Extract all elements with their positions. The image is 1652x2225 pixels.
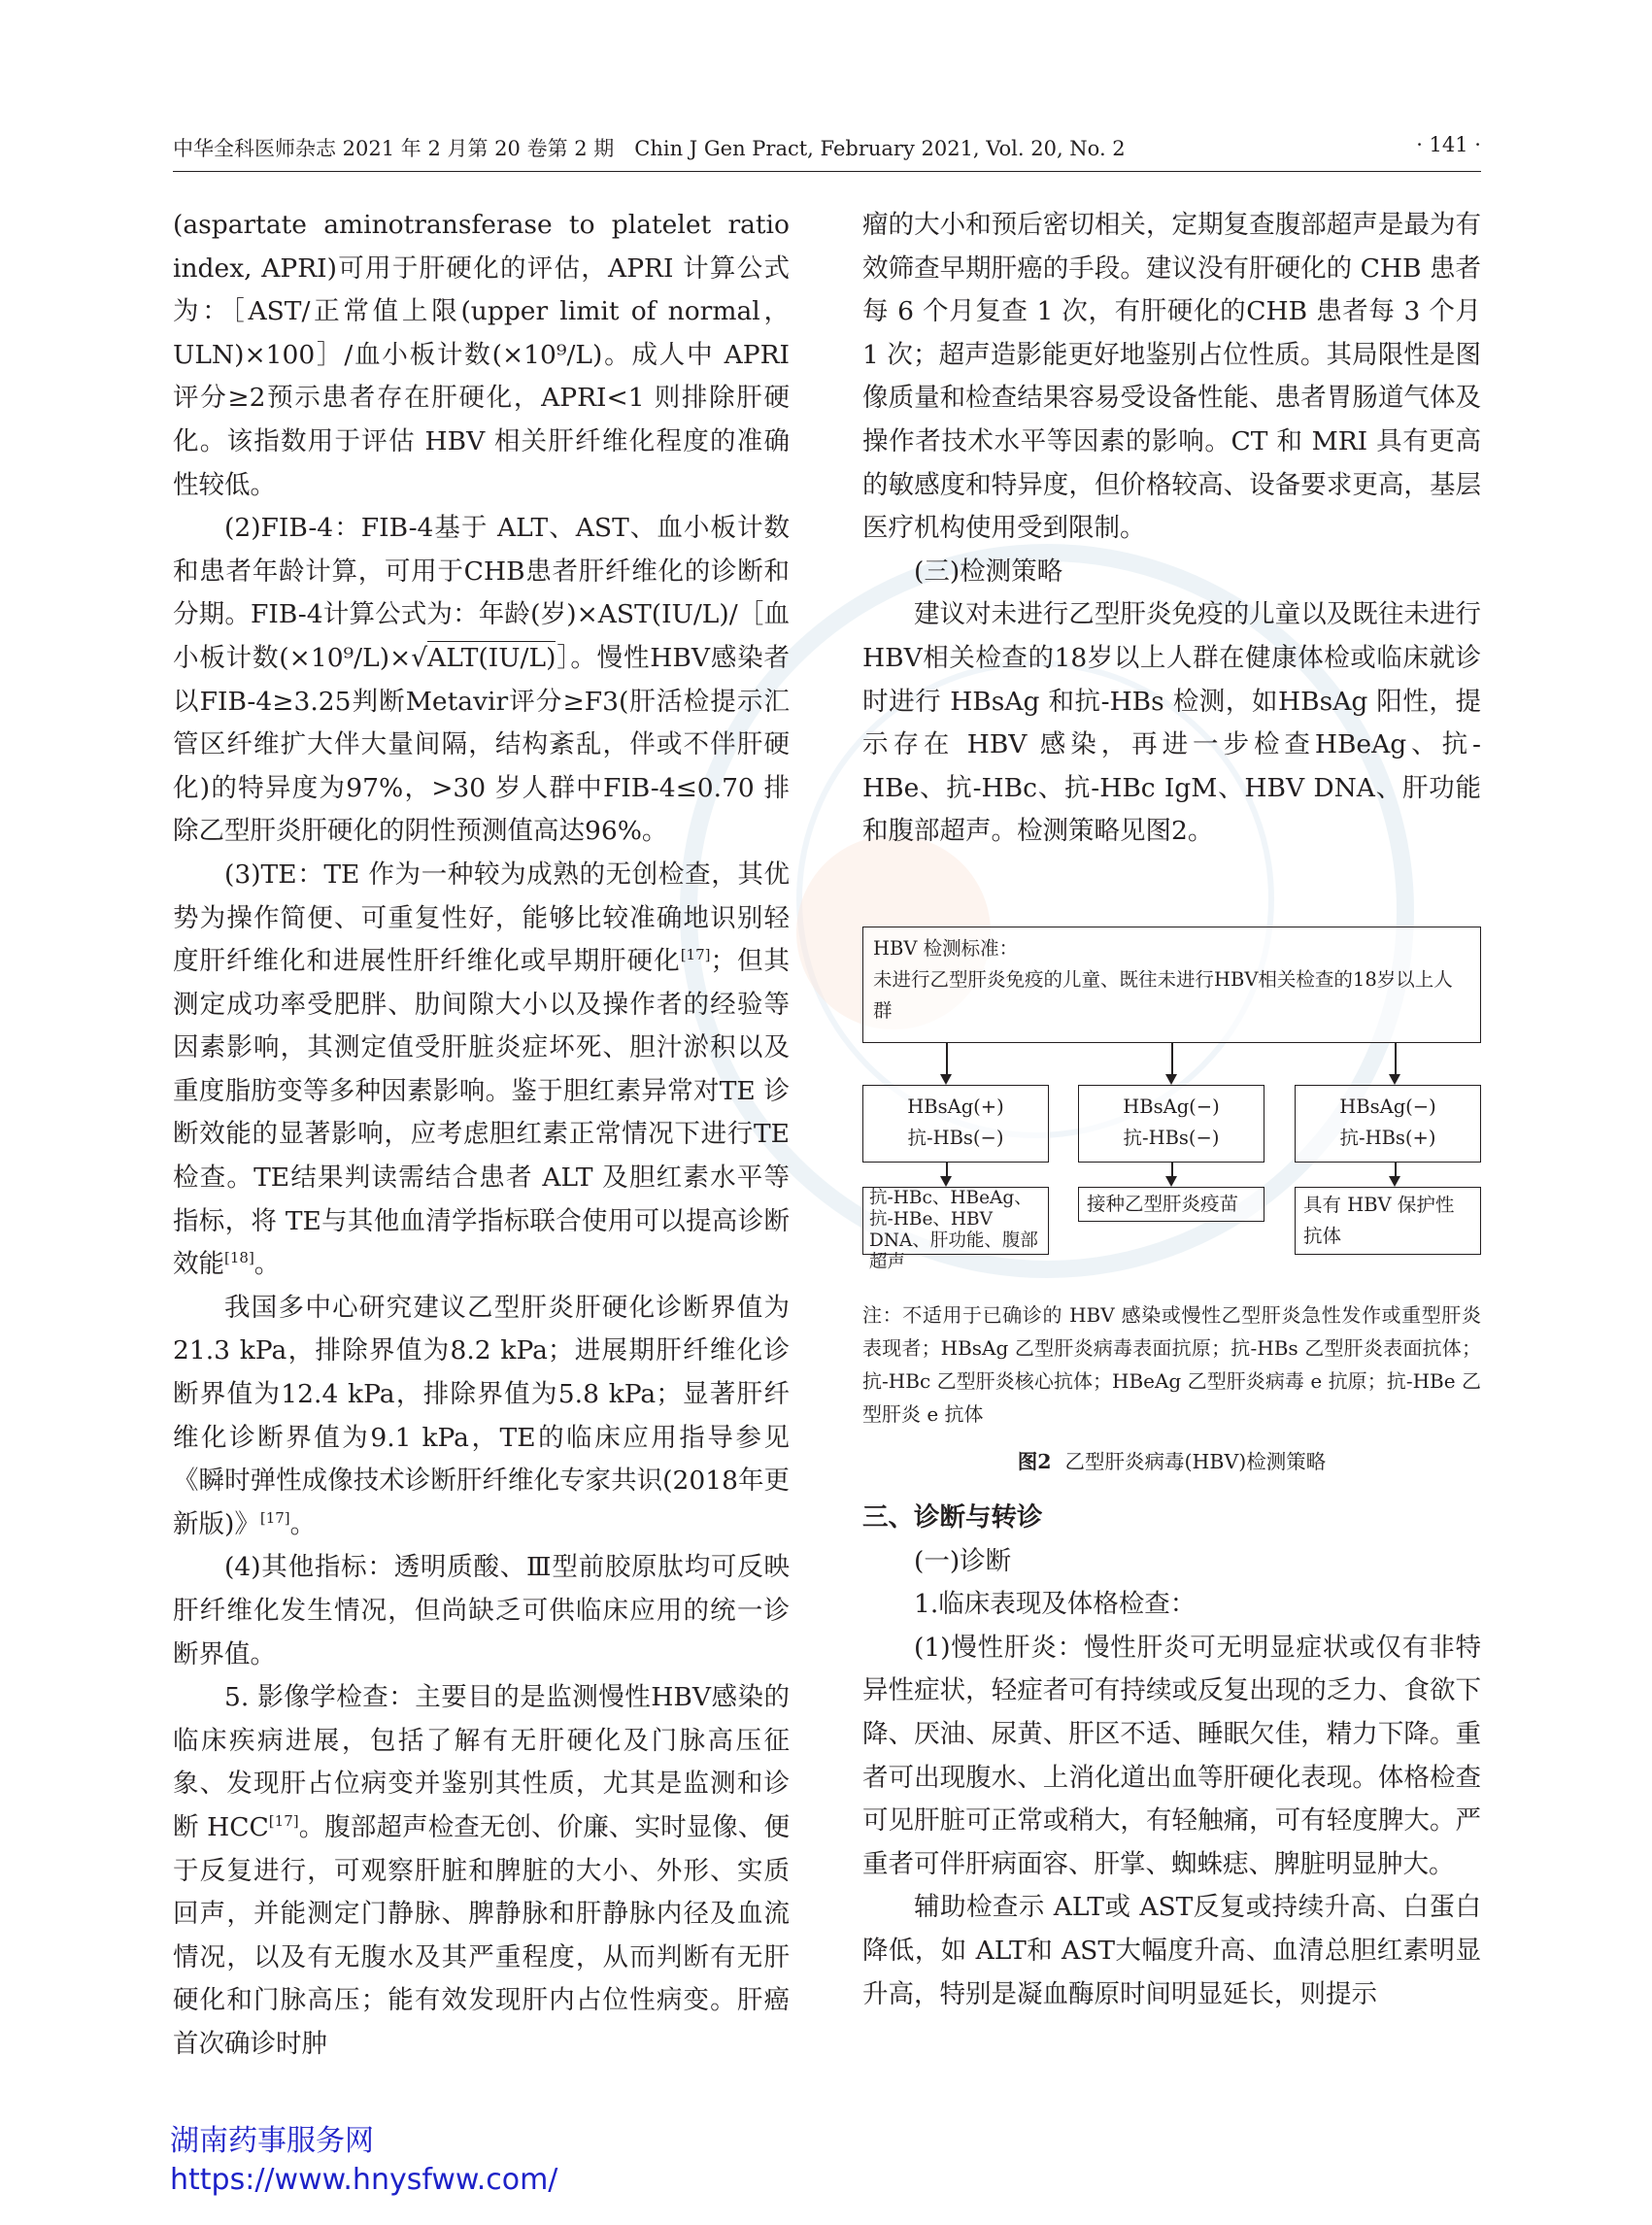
flowchart-result-box: HBsAg(+) 抗-HBs(−)	[862, 1085, 1049, 1163]
arrow-down-icon	[940, 1176, 952, 1187]
left-column	[173, 204, 790, 2067]
citation-ref: [17]	[680, 946, 711, 964]
arrow-down-icon	[1389, 1074, 1400, 1085]
running-header	[173, 133, 1481, 162]
site-url[interactable]: https://www.hnysfww.com/	[170, 2163, 558, 2197]
flowchart-connector	[1395, 1043, 1397, 1076]
section-heading: 三、诊断与转诊	[862, 1502, 1043, 1533]
subsection-heading: (一)诊断	[914, 1545, 1012, 1576]
figure-note: 注：不适用于已确诊的 HBV 感染或慢性乙型肝炎急性发作或重型肝炎表现者；HBsAg 乙型肝炎病毒表面抗原；抗-HBs 乙型肝炎表面抗体；抗-HBc 乙型肝炎核心抗体；HBeAg 乙型肝炎病毒 e 抗原；抗-HBe 乙型肝炎 e 抗体	[862, 1303, 1481, 1426]
te-paragraph: (3)TE：TE 作为一种较为成熟的无创检查，其优势为操作简便、可重复性好，能够比较准确地识别轻度肝纤维化和进展性肝纤维化或早期肝硬化[17]；但其测定成功率受肥胖、肋间隙大小以及操作者的经验等因素影响，其测定值受肝脏炎症坏死、胆汁淤积以及重度脂肪变等多种因素影响。鉴于胆红素异常对TE 诊断效能的显著影响，应考虑胆红素正常情况下进行TE检查。TE结果判读需结合患者 ALT 及胆红素水平等指标，将 TE与其他血清学指标联合使用可以提高诊断效能[18]。	[173, 859, 791, 1280]
arrow-down-icon	[1389, 1176, 1400, 1187]
site-name: 湖南药事服务网	[170, 2124, 374, 2158]
citation-ref: [17]	[259, 1508, 290, 1527]
te-cutoff-paragraph: 我国多中心研究建议乙型肝炎肝硬化诊断界值为21.3 kPa，排除界值为8.2 kPa；进展期肝纤维化诊断界值为12.4 kPa，排除界值为5.8 kPa；显著肝纤维化诊断界值为9.1 kPa，TE的临床应用指导参见《瞬时弹性成像技术诊断肝纤维化专家共识(2018年更新版)》[17]。	[173, 1292, 790, 1539]
flowchart-connector	[1171, 1043, 1173, 1076]
flowchart-result-box: HBsAg(−) 抗-HBs(−)	[1078, 1085, 1264, 1163]
imaging-continued-paragraph: 瘤的大小和预后密切相关，定期复查腹部超声是最为有效筛查早期肝癌的手段。建议没有肝硬化的 CHB 患者每 6 个月复查 1 次，有肝硬化的CHB 患者每 3 个月 1 次；超声造影能更好地鉴别占位性质。其局限性是图像质量和检查结果容易受设备性能、患者胃肠道气体及操作者技术水平等因素的影响。CT 和 MRI 具有更高的敏感度和特异度，但价格较高、设备要求更高，基层医疗机构使用受到限制。	[862, 210, 1481, 544]
arrow-down-icon	[1165, 1074, 1177, 1085]
right-column	[862, 204, 1481, 854]
apri-paragraph: (aspartate aminotransferase to platelet ratio index, APRI)可用于肝硬化的评估，APRI 计算公式为：［AST/正常值上限(upper limit of normal，ULN)×100］/血小板计数(×10⁹/L)。成人中 APRI 评分≥2预示患者存在肝硬化，APRI<1 则排除肝硬化。该指数用于评估 HBV 相关肝纤维化程度的准确性较低。	[173, 210, 790, 500]
subsection-heading: (三)检测策略	[914, 556, 1063, 587]
hbv-testing-flowchart	[862, 927, 1481, 1272]
page-number: · 141 ·	[1416, 133, 1481, 156]
screening-paragraph: 建议对未进行乙型肝炎免疫的儿童以及既往未进行HBV相关检查的18岁以上人群在健康体检或临床就诊时进行 HBsAg 和抗-HBs 检测，如HBsAg 阳性，提示存在 HBV 感染，再进一步检查HBeAg、抗-HBe、抗-HBc、抗-HBc IgM、HBV DNA、肝功能和腹部超声。检测策略见图2。	[862, 599, 1481, 847]
figure-label: 图2	[1017, 1450, 1052, 1473]
fib4-paragraph: (2)FIB-4：FIB-4基于 ALT、AST、血小板计数和患者年龄计算，可用于CHB患者肝纤维化的诊断和分期。FIB-4计算公式为：年龄(岁)×AST(IU/L)/［血小板计数(×10⁹/L)×√ALT(IU/L)］。慢性HBV感染者以FIB-4≥3.25判断Metavir评分≥F3(肝活检提示汇管区纤维扩大伴大量间隔，结构紊乱，伴或不伴肝硬化)的特异度为97%，>30 岁人群中FIB-4≤0.70 排除乙型肝炎肝硬化的阴性预测值高达96%。	[173, 513, 790, 847]
flowchart-action-box: 具有 HBV 保护性抗体	[1295, 1187, 1481, 1255]
flowchart-criteria-box: HBV 检测标准： 未进行乙型肝炎免疫的儿童、既往未进行HBV相关检查的18岁以上人群	[862, 927, 1481, 1043]
subsection-heading: 1.临床表现及体格检查：	[914, 1589, 1197, 1620]
arrow-down-icon	[940, 1074, 952, 1085]
site-watermark	[170, 2122, 557, 2200]
flowchart-result-box: HBsAg(−) 抗-HBs(+)	[1295, 1085, 1481, 1163]
arrow-down-icon	[1165, 1176, 1177, 1187]
citation-ref: [18]	[224, 1249, 254, 1267]
flowchart-connector	[946, 1043, 948, 1076]
imaging-paragraph: 5. 影像学检查：主要目的是监测慢性HBV感染的临床疾病进展，包括了解有无肝硬化及门脉高压征象、发现肝占位病变并鉴别其性质，尤其是监测和诊断 HCC[17]。腹部超声检查无创、价廉、实时显像、便于反复进行，可观察肝脏和脾脏的大小、外形、实质回声，并能测定门静脉、脾静脉和肝静脉内径及血流情况，以及有无腹水及其严重程度，从而判断有无肝硬化和门脉高压；能有效发现肝内占位性病变。肝癌首次确诊时肿	[173, 1682, 791, 2059]
diagnosis-section	[862, 1497, 1481, 2016]
figure-caption: 图2 乙型肝炎病毒(HBV)检测策略	[1017, 1450, 1327, 1473]
flowchart-action-box: 抗-HBc、HBeAg、抗-HBe、HBV DNA、肝功能、腹部超声	[862, 1187, 1049, 1255]
other-markers-paragraph: (4)其他指标：透明质酸、Ⅲ型前胶原肽均可反映肝纤维化发生情况，但尚缺乏可供临床应用的统一诊断界值。	[173, 1552, 790, 1669]
chronic-hepatitis-paragraph: (1)慢性肝炎：慢性肝炎可无明显症状或仅有非特异性症状，轻症者可有持续或反复出现的乏力、食欲下降、厌油、尿黄、肝区不适、睡眠欠佳，精力下降。重者可出现腹水、上消化道出血等肝硬化表现。体格检查可见肝脏可正常或稍大，有轻触痛，可有轻度脾大。严重者可伴肝病面容、肝掌、蜘蛛痣、脾脏明显肿大。	[862, 1632, 1481, 1879]
journal-citation: 中华全科医师杂志 2021 年 2 月第 20 卷第 2 期 Chin J Gen Pract, February 2021, Vol. 20, No. 2	[173, 137, 1126, 160]
lab-findings-paragraph: 辅助检查示 ALT或 AST反复或持续升高、白蛋白降低，如 ALT和 AST大幅度升高、血清总胆红素明显升高，特别是凝血酶原时间明显延长，则提示	[862, 1892, 1481, 2009]
citation-ref: [17]	[268, 1812, 299, 1831]
flowchart-action-box: 接种乙型肝炎疫苗	[1078, 1187, 1264, 1222]
header-rule	[173, 171, 1481, 172]
